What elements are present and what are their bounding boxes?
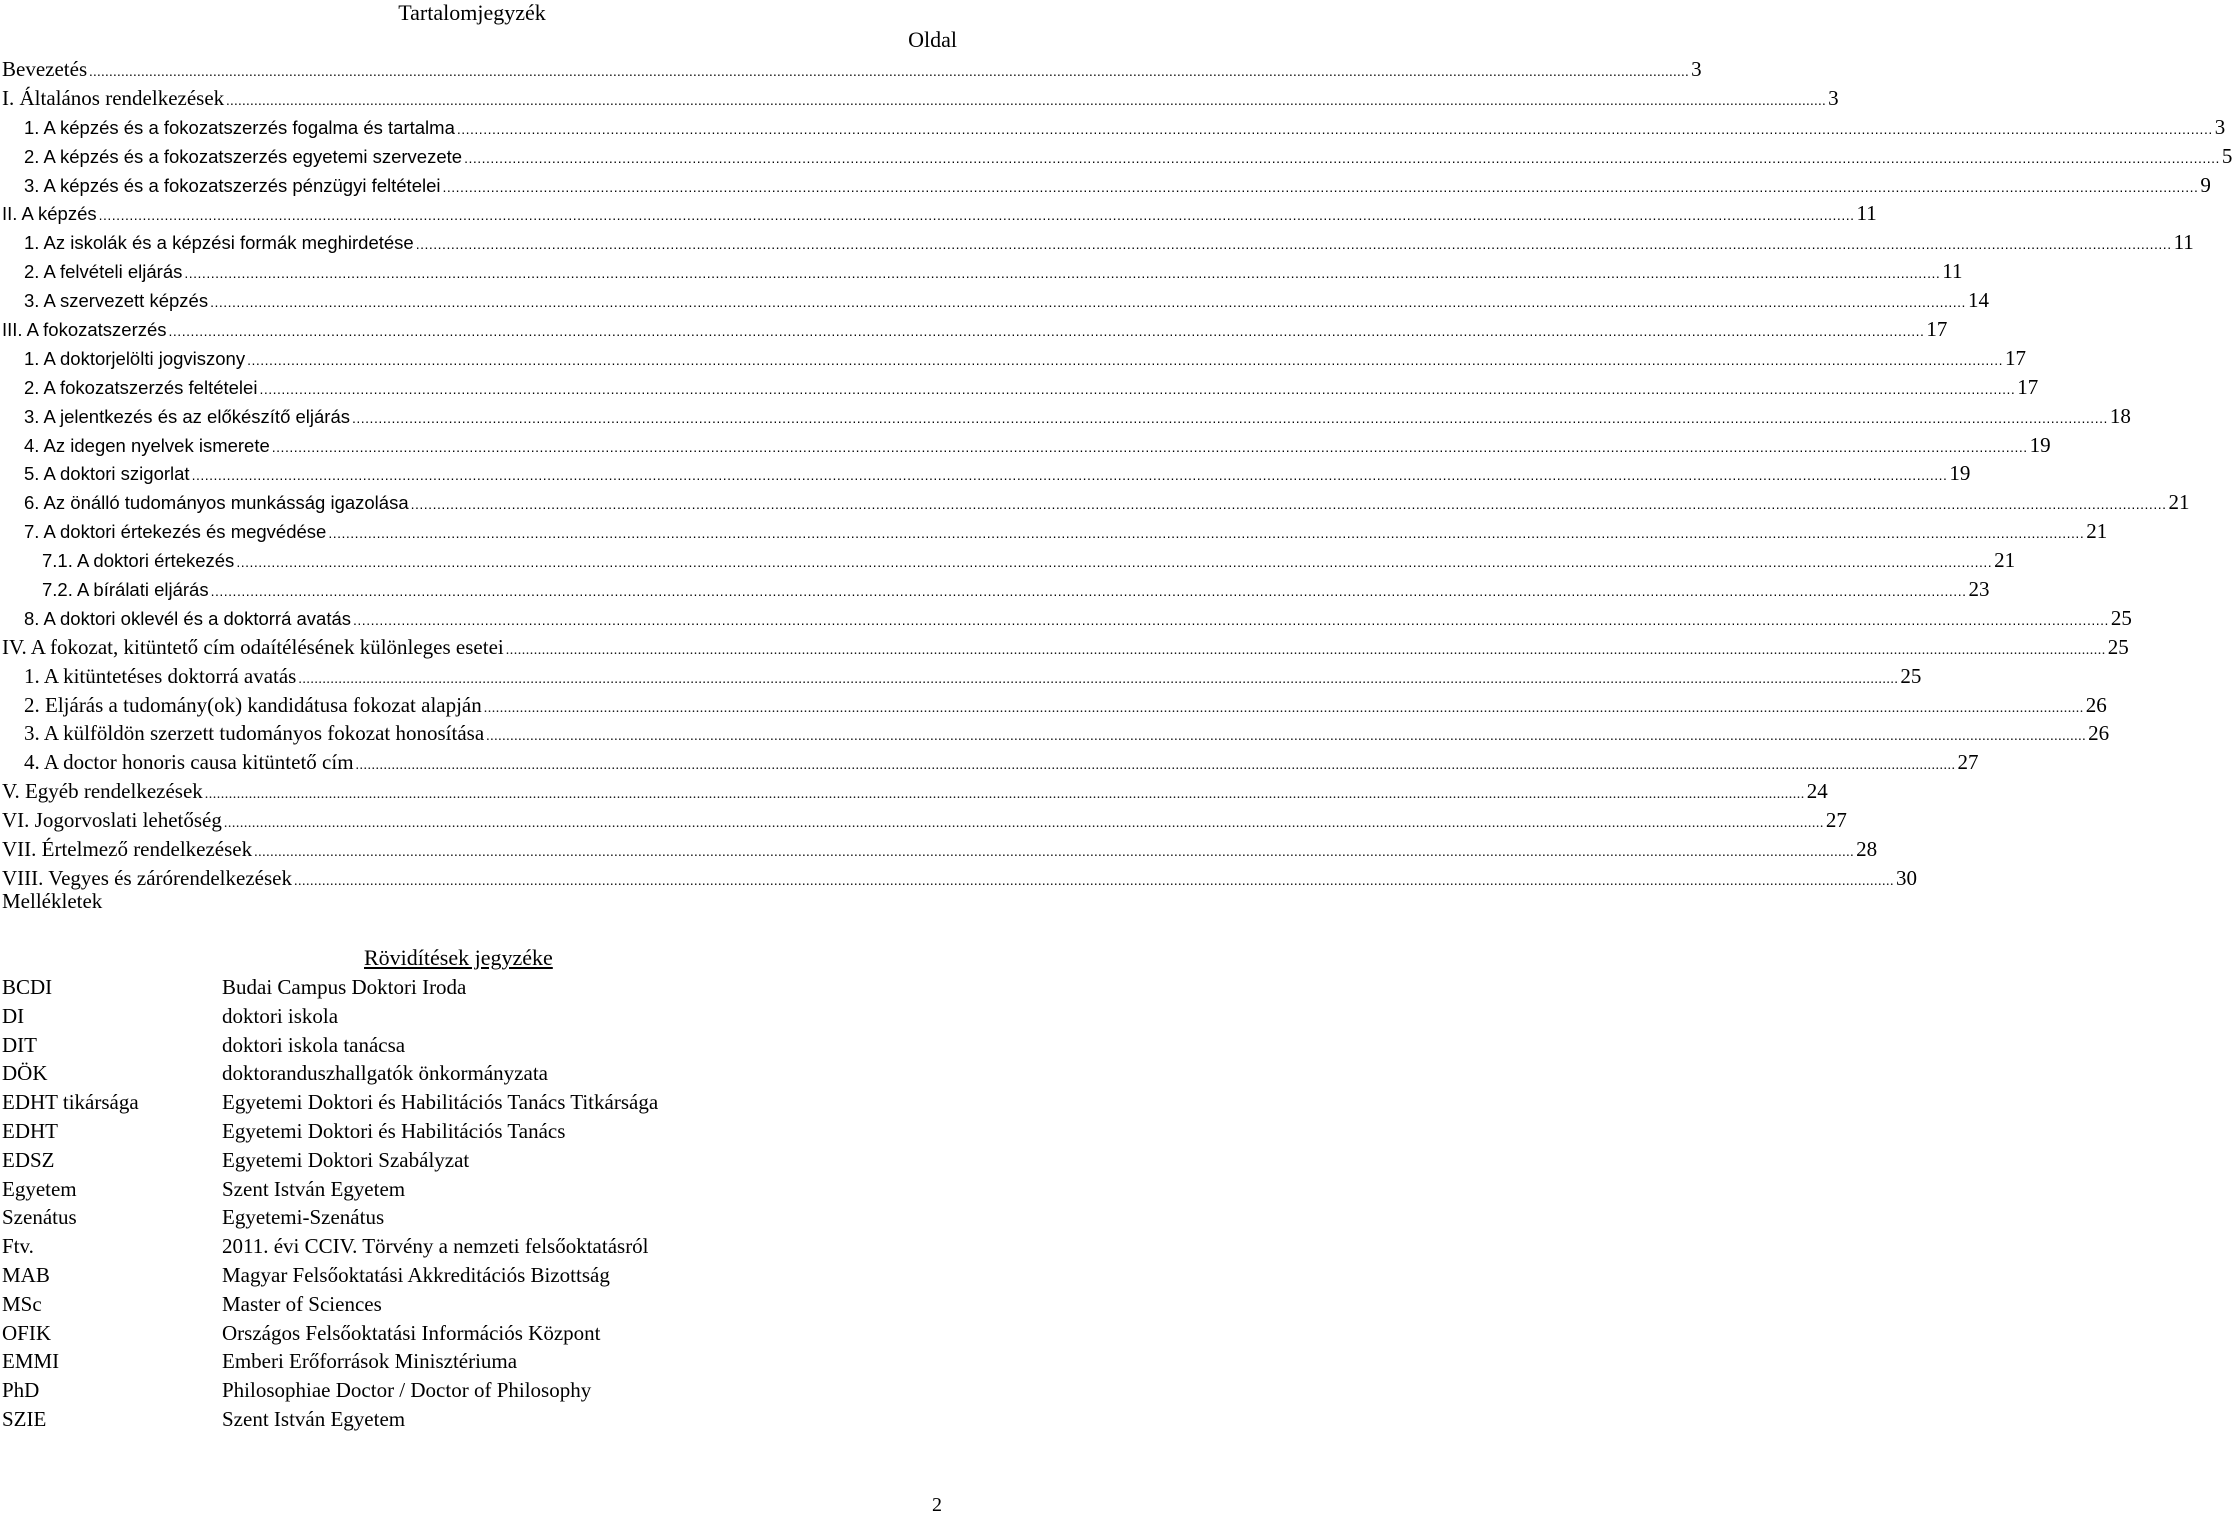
- toc-entry[interactable]: [2, 777, 1828, 806]
- toc-entry-page: 14: [1967, 288, 1989, 313]
- toc-entry-label: 3. A külföldön szerzett tudományos fokozat honosítása: [24, 721, 485, 746]
- toc-entry-label: I. Általános rendelkezések: [2, 85, 225, 110]
- toc-leader-dots: ................................................................................................................................................................................................................................................................................................................................................................................................................: [410, 496, 2167, 513]
- toc-entry-page: 25: [2110, 605, 2132, 630]
- toc-entry-label: 7.1. A doktori értekezés: [42, 550, 235, 572]
- toc-entry[interactable]: [2, 113, 2226, 142]
- toc-leader-dots: ................................................................................................................................................................................................................................................................................................................................................................................................................: [464, 149, 2220, 166]
- toc-entry[interactable]: [2, 286, 1989, 315]
- toc-entry-page: 17: [2004, 345, 2026, 370]
- toc-entry-label: 3. A képzés és a fokozatszerzés pénzügyi feltételei: [24, 174, 441, 196]
- toc-entry-label: 7.2. A bírálati eljárás: [42, 579, 209, 601]
- toc-leader-dots: ................................................................................................................................................................................................................................................................................................................................................................................................................: [353, 611, 2109, 628]
- toc-leader-dots: ................................................................................................................................................................................................................................................................................................................................................................................................................: [483, 700, 2084, 716]
- toc-entry[interactable]: [2, 402, 2131, 431]
- toc-entry-label: VI. Jogorvoslati lehetőség: [2, 808, 222, 833]
- toc-entry[interactable]: [2, 257, 1963, 286]
- toc-entry-label: 2. A felvételi eljárás: [24, 261, 183, 283]
- toc-entry[interactable]: [2, 864, 1917, 893]
- toc-entry-page: 27: [1957, 750, 1979, 775]
- toc-entry[interactable]: [2, 171, 2211, 200]
- abbreviation-meaning: doktoranduszhallgatók önkormányzata: [222, 1061, 548, 1086]
- abbreviation-row: [2, 1405, 902, 1434]
- toc-entry[interactable]: [2, 719, 2110, 748]
- abbreviation-row: [2, 1376, 902, 1405]
- toc-leader-dots: ................................................................................................................................................................................................................................................................................................................................................................................................................: [98, 207, 1855, 224]
- abbreviation-row: [2, 1290, 902, 1319]
- toc-entry[interactable]: [2, 835, 1878, 864]
- toc-entry[interactable]: [2, 199, 1877, 228]
- abbreviation-meaning: Egyetemi Doktori Szabályzat: [222, 1147, 470, 1172]
- toc-entry-page: 11: [2173, 230, 2194, 255]
- abbreviation-meaning: Budai Campus Doktori Iroda: [222, 975, 467, 999]
- toc-entry-page: 3: [2214, 114, 2226, 139]
- toc-entry-page: 25: [1900, 663, 1922, 688]
- toc-entry[interactable]: [2, 748, 1979, 777]
- toc-entry-page: 21: [2168, 490, 2190, 515]
- toc-leader-dots: ................................................................................................................................................................................................................................................................................................................................................................................................................: [328, 525, 2085, 542]
- toc-entry-page: 11: [1856, 201, 1877, 226]
- abbreviation-term: Egyetem: [2, 1176, 77, 1201]
- toc-leader-dots: ................................................................................................................................................................................................................................................................................................................................................................................................................: [442, 178, 2199, 195]
- abbreviation-meaning: Egyetemi Doktori és Habilitációs Tanács Titkársága: [222, 1090, 659, 1115]
- abbreviation-row: [2, 1347, 902, 1376]
- abbreviation-term: BCDI: [2, 975, 53, 999]
- abbreviation-meaning: Emberi Erőforrások Minisztériuma: [222, 1349, 518, 1374]
- toc-entry-label: 1. A képzés és a fokozatszerzés fogalma és tartalma: [24, 116, 455, 138]
- toc-leader-dots: ................................................................................................................................................................................................................................................................................................................................................................................................................: [168, 323, 1925, 340]
- toc-leader-dots: ................................................................................................................................................................................................................................................................................................................................................................................................................: [415, 236, 2172, 253]
- toc-entry-label: 6. Az önálló tudományos munkásság igazolása: [24, 492, 409, 514]
- toc-leader-dots: ................................................................................................................................................................................................................................................................................................................................................................................................................: [191, 467, 1948, 484]
- toc-entry-label: IV. A fokozat, kitüntető cím odaítélésének különleges esetei: [2, 634, 504, 659]
- abbreviation-row: [2, 1146, 902, 1175]
- abbreviation-term: DI: [2, 1003, 25, 1028]
- toc-entry-page: 26: [2085, 692, 2107, 717]
- abbreviation-term: SZIE: [2, 1406, 47, 1431]
- abbreviation-meaning: Master of Sciences: [222, 1291, 382, 1316]
- toc-entry[interactable]: [2, 459, 1971, 488]
- toc-entry-label: 1. A doktorjelölti jogviszony: [24, 347, 246, 369]
- toc-entry[interactable]: [2, 55, 1702, 84]
- toc-entry-label: Bevezetés: [2, 57, 88, 81]
- toc-entry-label: III. A fokozatszerzés: [2, 319, 167, 341]
- toc-leader-dots: ................................................................................................................................................................................................................................................................................................................................................................................................................: [247, 351, 2003, 368]
- toc-leader-dots: ................................................................................................................................................................................................................................................................................................................................................................................................................: [298, 671, 1899, 687]
- toc-entry-page: 11: [1942, 259, 1963, 284]
- toc-entry-page: 25: [2107, 634, 2129, 659]
- toc-entry[interactable]: [2, 604, 2132, 633]
- toc-entry-label: 3. A jelentkezés és az előkészítő eljárás: [24, 405, 350, 427]
- abbreviation-term: PhD: [2, 1378, 40, 1403]
- toc-entry[interactable]: [2, 84, 1839, 113]
- toc-leader-dots: ................................................................................................................................................................................................................................................................................................................................................................................................................: [259, 380, 2016, 397]
- abbreviation-term: DIT: [2, 1032, 37, 1057]
- toc-entry-label: 2. A képzés és a fokozatszerzés egyetemi szervezete: [24, 145, 463, 167]
- toc-entry[interactable]: [2, 373, 2039, 402]
- abbreviation-term: EMMI: [2, 1349, 60, 1374]
- toc-entry-label: VIII. Vegyes és zárórendelkezések: [2, 865, 292, 890]
- toc-entry-label: II. A képzés: [2, 203, 97, 225]
- toc-leader-dots: ................................................................................................................................................................................................................................................................................................................................................................................................................: [210, 583, 1967, 600]
- page-column-label: Oldal: [908, 27, 957, 52]
- table-of-contents: [2, 55, 2232, 893]
- toc-leader-dots: ................................................................................................................................................................................................................................................................................................................................................................................................................: [505, 642, 2106, 658]
- abbreviation-row: [2, 1117, 902, 1146]
- toc-leader-dots: ................................................................................................................................................................................................................................................................................................................................................................................................................: [204, 787, 1805, 803]
- toc-entry[interactable]: [2, 806, 1847, 835]
- abbreviation-meaning: 2011. évi CCIV. Törvény a nemzeti felsőoktatásról: [222, 1234, 649, 1259]
- toc-entry-page: 17: [2017, 374, 2039, 399]
- toc-entry[interactable]: [2, 315, 1948, 344]
- toc-entry[interactable]: [2, 575, 1990, 604]
- abbreviation-term: DÖK: [2, 1061, 48, 1086]
- toc-entry[interactable]: [2, 488, 2190, 517]
- toc-title: Tartalomjegyzék: [398, 0, 546, 25]
- toc-leader-dots: ................................................................................................................................................................................................................................................................................................................................................................................................................: [226, 93, 1827, 109]
- toc-leader-dots: ................................................................................................................................................................................................................................................................................................................................................................................................................: [254, 845, 1855, 861]
- toc-leader-dots: ................................................................................................................................................................................................................................................................................................................................................................................................................: [223, 816, 1824, 832]
- abbreviations-title: Rövidítések jegyzéke: [364, 945, 553, 970]
- toc-entry-page: 3: [1828, 85, 1839, 110]
- toc-leader-dots: ................................................................................................................................................................................................................................................................................................................................................................................................................: [271, 438, 2028, 455]
- abbreviation-row: [2, 1002, 902, 1031]
- toc-entry-page: 28: [1856, 837, 1878, 862]
- abbreviation-row: [2, 1088, 902, 1117]
- abbreviation-row: [2, 1232, 902, 1261]
- toc-leader-dots: ................................................................................................................................................................................................................................................................................................................................................................................................................: [293, 873, 1894, 889]
- toc-entry-label: 5. A doktori szigorlat: [24, 463, 190, 485]
- toc-entry-page: 3: [1691, 57, 1702, 81]
- toc-entry-page: 27: [1825, 808, 1847, 833]
- abbreviation-term: MAB: [2, 1262, 50, 1287]
- toc-entry-label: VII. Értelmező rendelkezések: [2, 837, 253, 862]
- toc-entry-label: V. Egyéb rendelkezések: [2, 779, 203, 804]
- toc-entry-page: 9: [2200, 172, 2211, 197]
- appendices-link[interactable]: Mellékletek: [2, 889, 103, 913]
- abbreviation-term: EDSZ: [2, 1147, 55, 1172]
- abbreviation-term: MSc: [2, 1291, 42, 1316]
- abbreviation-meaning: Szent István Egyetem: [222, 1176, 406, 1201]
- toc-entry-page: 21: [1994, 548, 2016, 573]
- toc-entry-page: 17: [1926, 317, 1948, 342]
- abbreviation-term: EDHT: [2, 1118, 58, 1143]
- toc-entry[interactable]: [2, 431, 2051, 460]
- toc-leader-dots: ................................................................................................................................................................................................................................................................................................................................................................................................................: [89, 65, 1690, 80]
- page-number: 2: [932, 1494, 942, 1516]
- toc-leader-dots: ................................................................................................................................................................................................................................................................................................................................................................................................................: [355, 758, 1956, 774]
- toc-leader-dots: ................................................................................................................................................................................................................................................................................................................................................................................................................: [184, 265, 1941, 282]
- toc-entry-page: 21: [2086, 519, 2108, 544]
- toc-entry[interactable]: [2, 691, 2107, 720]
- abbreviation-row: [2, 973, 902, 1002]
- toc-entry-label: 2. Eljárás a tudomány(ok) kandidátusa fokozat alapján: [24, 692, 482, 717]
- toc-entry-page: 24: [1806, 779, 1828, 804]
- toc-entry[interactable]: [2, 662, 1922, 691]
- toc-entry-label: 1. Az iskolák és a képzési formák meghirdetése: [24, 232, 414, 254]
- abbreviation-meaning: Egyetemi-Szenátus: [222, 1205, 385, 1230]
- abbreviation-meaning: Egyetemi Doktori és Habilitációs Tanács: [222, 1118, 566, 1143]
- toc-entry[interactable]: [2, 517, 2108, 546]
- toc-leader-dots: ................................................................................................................................................................................................................................................................................................................................................................................................................: [210, 294, 1966, 311]
- toc-entry-page: 26: [2088, 721, 2110, 746]
- toc-entry-label: 4. Az idegen nyelvek ismerete: [24, 434, 270, 456]
- abbreviation-meaning: doktori iskola: [222, 1003, 339, 1028]
- abbreviation-row: [2, 1261, 902, 1290]
- abbreviation-term: Ftv.: [2, 1234, 34, 1259]
- abbreviation-meaning: Országos Felsőoktatási Információs Központ: [222, 1320, 601, 1345]
- toc-entry[interactable]: [2, 228, 2194, 257]
- toc-entry-label: 4. A doctor honoris causa kitüntető cím: [24, 750, 354, 775]
- abbreviation-meaning: Magyar Felsőoktatási Akkreditációs Bizottság: [222, 1262, 610, 1287]
- toc-entry-label: 3. A szervezett képzés: [24, 290, 209, 312]
- toc-entry-page: 19: [1949, 461, 1971, 486]
- abbreviation-row: [2, 1175, 902, 1204]
- toc-entry-label: 7. A doktori értekezés és megvédése: [24, 521, 327, 543]
- abbreviation-meaning: Szent István Egyetem: [222, 1406, 406, 1431]
- toc-leader-dots: ................................................................................................................................................................................................................................................................................................................................................................................................................: [352, 409, 2108, 426]
- abbreviation-term: OFIK: [2, 1320, 52, 1345]
- abbreviation-meaning: Philosophiae Doctor / Doctor of Philosophy: [222, 1378, 592, 1403]
- abbreviation-row: [2, 1031, 902, 1060]
- toc-entry-page: 18: [2109, 403, 2131, 428]
- abbreviation-term: EDHT tikársága: [2, 1090, 139, 1115]
- toc-entry-page: 5: [2221, 143, 2232, 168]
- toc-leader-dots: ................................................................................................................................................................................................................................................................................................................................................................................................................: [456, 120, 2213, 137]
- toc-entry-page: 19: [2029, 432, 2051, 457]
- toc-entry-page: 30: [1895, 865, 1917, 890]
- abbreviation-row: [2, 1203, 902, 1232]
- toc-entry[interactable]: [2, 142, 2232, 171]
- toc-leader-dots: ................................................................................................................................................................................................................................................................................................................................................................................................................: [236, 554, 1993, 571]
- toc-leader-dots: ................................................................................................................................................................................................................................................................................................................................................................................................................: [486, 729, 2087, 745]
- toc-entry-label: 8. A doktori oklevél és a doktorrá avatás: [24, 607, 352, 629]
- abbreviation-term: Szenátus: [2, 1205, 77, 1230]
- toc-entry-page: 23: [1968, 577, 1990, 602]
- toc-entry[interactable]: [2, 633, 2129, 662]
- abbreviation-row: [2, 1319, 902, 1348]
- abbreviations-list: [2, 973, 902, 1434]
- toc-entry-label: 1. A kitüntetéses doktorrá avatás: [24, 663, 297, 688]
- toc-entry[interactable]: [2, 344, 2026, 373]
- toc-entry[interactable]: [2, 546, 2016, 575]
- toc-entry-label: 2. A fokozatszerzés feltételei: [24, 376, 258, 398]
- abbreviation-meaning: doktori iskola tanácsa: [222, 1032, 406, 1057]
- abbreviation-row: [2, 1059, 902, 1088]
